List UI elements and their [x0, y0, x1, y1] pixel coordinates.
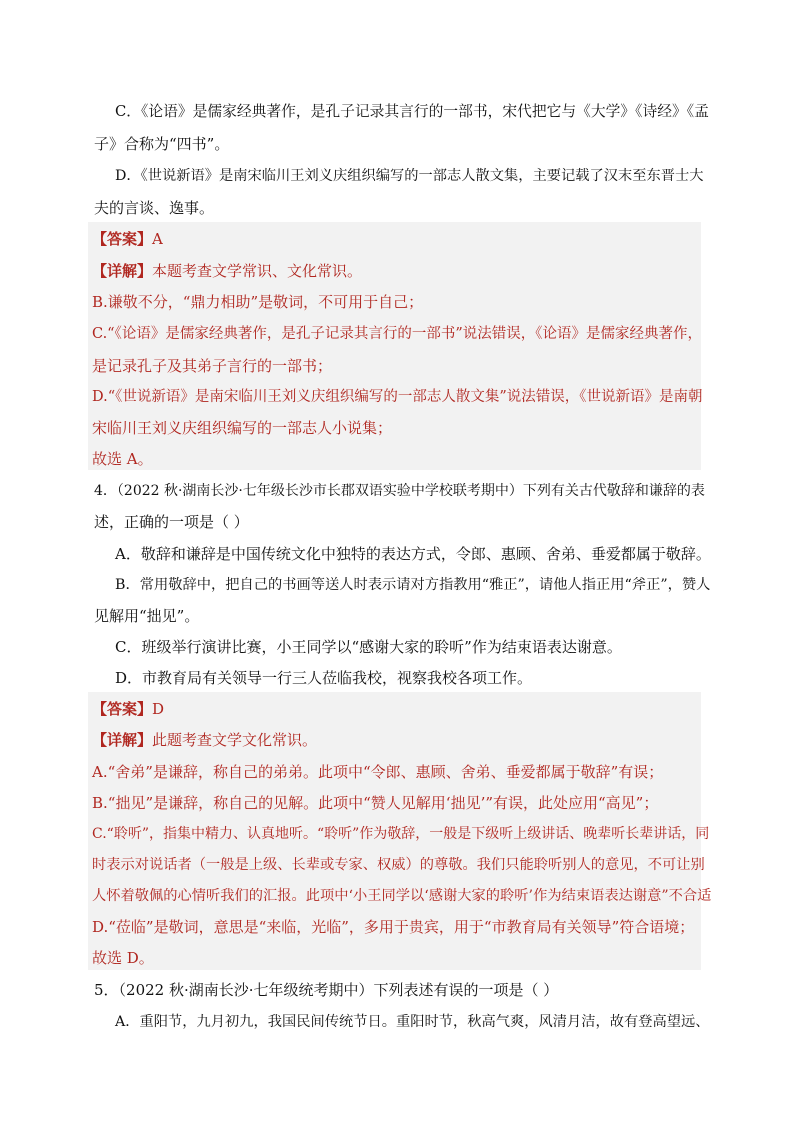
answer-value: D	[152, 700, 165, 718]
q4-option-a: A．敬辞和谦辞是中国传统文化中独特的表达方式，令郎、惠顾、舍弟、垂爱都属于敬辞。	[115, 545, 711, 563]
q4-choose: 故选 D。	[92, 949, 154, 967]
detail-tag: 【详解】	[92, 262, 153, 280]
q4-answer-row	[92, 699, 164, 719]
q3-answer-row	[92, 229, 163, 249]
q4-detail-c-line2: 时表示对说话者（一般是上级、长辈或专家、权威）的尊敬。我们只能聆听别人的意见，不可让别	[92, 857, 705, 873]
detail-intro: 此题考查文学文化常识。	[152, 731, 318, 749]
q3-detail-d-line2: 宋临川王刘义庆组织编写的一部志人小说集；	[92, 419, 393, 437]
q3-option-d-line2: 夫的言谈、逸事。	[94, 199, 215, 217]
q3-detail-c-line2: 是记录孔子及其弟子言行的一部书；	[92, 357, 333, 375]
q4-option-c: C．班级举行演讲比赛，小王同学以“感谢大家的聆听”作为结束语表达谢意。	[115, 638, 622, 656]
detail-tag: 【详解】	[92, 731, 153, 749]
q4-detail-c-line1: C.“聆听”，指集中精力、认真地听。“聆听”作为敬辞，一般是下级听上级讲话、晚辈听长辈讲话，同	[92, 826, 710, 842]
q5-option-a: A．重阳节，九月初九，我国民间传统节日。重阳时节，秋高气爽，风清月洁，故有登高望远、	[115, 1014, 710, 1030]
q4-option-b-line1: B．常用敬辞中，把自己的书画等送人时表示请对方指教用“雅正”，请他人指正用“斧正”，赞人	[115, 577, 711, 593]
q5-stem: 5．（2022 秋·湖南长沙·七年级统考期中）下列表述有误的一项是（ ）	[94, 981, 559, 999]
q3-detail-b: B.谦敬不分，“鼎力相助”是敬词，不可用于自己；	[92, 293, 424, 311]
q4-option-b-line2: 见解用“拙见”。	[94, 607, 200, 625]
q4-detail-c-line3: 人怀着敬佩的心情听我们的汇报。此项中‘小王同学以‘感谢大家的聆听’作为结束语表达谢意”不合适	[92, 888, 712, 904]
q3-option-d-line1: D．《世说新语》是南宋临川王刘义庆组织编写的一部志人散文集，主要记载了汉末至东晋士大	[115, 168, 704, 184]
q3-choose: 故选 A。	[92, 450, 153, 468]
q4-option-d: D．市教育局有关领导一行三人莅临我校，视察我校各项工作。	[115, 669, 533, 687]
q4-detail-b: B.“拙见”是谦辞，称自己的见解。此项中“赞人见解用‘拙见’”有误，此处应用“高见”；	[92, 794, 659, 812]
q4-stem-line1: 4．（2022 秋·湖南长沙·七年级长沙市长郡双语实验中学校联考期中）下列有关古代敬辞和谦辞的表	[94, 483, 705, 499]
q3-detail-row	[92, 261, 362, 281]
answer-tag: 【答案】	[92, 700, 153, 718]
q4-detail-row	[92, 730, 317, 750]
answer-tag: 【答案】	[92, 230, 153, 248]
q4-detail-a: A.“舍弟”是谦辞，称自己的弟弟。此项中“令郎、惠顾、舍弟、垂爱都属于敬辞”有误；	[92, 763, 664, 781]
q3-option-c-line1: C．《论语》是儒家经典著作，是孔子记录其言行的一部书，宋代把它与《大学》《诗经》《孟	[115, 103, 709, 120]
answer-value: A	[152, 230, 163, 248]
q3-option-c-line2: 子》合称为“四书”。	[94, 135, 230, 153]
detail-intro: 本题考查文学常识、文化常识。	[152, 262, 363, 280]
q4-stem-line2: 述，正确的一项是（ ）	[94, 513, 249, 531]
q4-detail-d: D.“莅临”是敬词，意思是“来临，光临”，多用于贵宾，用于“市教育局有关领导”符合语境；	[92, 918, 695, 936]
q3-detail-d-line1: D.“《世说新语》是南宋临川王刘义庆组织编写的一部志人散文集”说法错误，《世说新语》是南朝	[92, 389, 703, 405]
q3-detail-c-line1: C.“《论语》是儒家经典著作，是孔子记录其言行的一部书”说法错误，《论语》是儒家经典著作，	[92, 326, 703, 342]
